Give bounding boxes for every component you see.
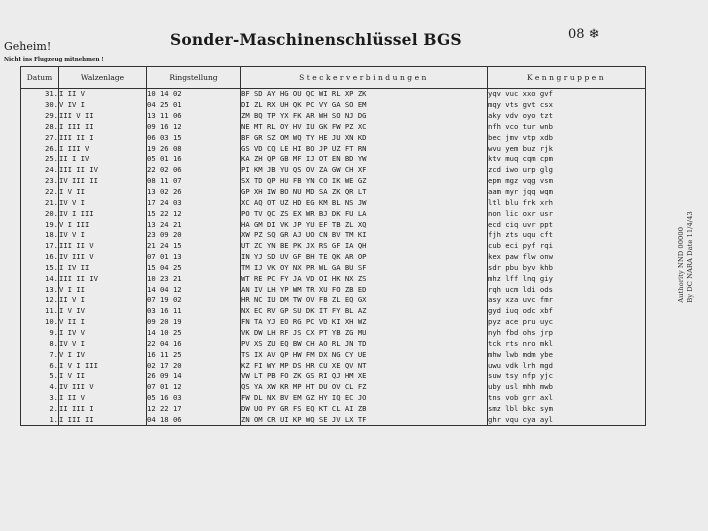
table-row (21, 187, 646, 198)
cell-ringstellung: 15 22 12 (147, 208, 241, 219)
column-header-datum: Datum (21, 67, 59, 89)
cell-ringstellung: 22 02 06 (147, 165, 241, 176)
cell-datum: 13. (21, 284, 59, 295)
cell-stecker: GS VD CQ LE HI BO JP UZ FT RN (241, 143, 488, 154)
cell-ringstellung: 17 24 03 (147, 197, 241, 208)
cell-ringstellung: 23 09 20 (147, 230, 241, 241)
cell-ringstellung: 08 11 07 (147, 176, 241, 187)
table-row (21, 111, 646, 122)
cell-kenngruppen: suw tsy nfp yjc (488, 371, 646, 382)
table-body (21, 89, 646, 426)
cell-ringstellung: 04 18 06 (147, 414, 241, 425)
cell-walzenlage: I II V (59, 393, 147, 404)
instruction-label: Nicht ins Flugzeug mitnehmen ! (4, 57, 104, 63)
cell-ringstellung: 04 25 01 (147, 100, 241, 111)
cell-kenngruppen: mhz lff lnq giy (488, 273, 646, 284)
cell-ringstellung: 07 01 12 (147, 382, 241, 393)
cell-walzenlage: I V I III (59, 360, 147, 371)
cell-datum: 23. (21, 176, 59, 187)
cell-stecker: HR NC IU DM TW OV FB ZL EQ GX (241, 295, 488, 306)
cell-stecker: KA ZH QP GB MF IJ OT EN BD YW (241, 154, 488, 165)
table-row (21, 132, 646, 143)
table-row (21, 100, 646, 111)
table-header-row (21, 67, 646, 89)
cell-ringstellung: 09 16 12 (147, 122, 241, 133)
cell-walzenlage: I III II (59, 122, 147, 133)
cell-walzenlage: IV V I (59, 230, 147, 241)
cell-datum: 15. (21, 263, 59, 274)
cell-datum: 6. (21, 360, 59, 371)
table-row (21, 382, 646, 393)
stamp-line-2: By DC NARA Date 11/4/43 (686, 211, 694, 303)
cell-walzenlage: II I IV (59, 154, 147, 165)
table-row (21, 143, 646, 154)
cell-ringstellung: 09 20 19 (147, 317, 241, 328)
cell-stecker: ZM BQ TP YX FK AR WH SO NJ DG (241, 111, 488, 122)
table-row (21, 306, 646, 317)
cell-datum: 20. (21, 208, 59, 219)
table-row (21, 317, 646, 328)
cell-datum: 28. (21, 122, 59, 133)
cell-stecker: VW LT PB FO ZK GS RI QJ HM XE (241, 371, 488, 382)
cell-datum: 4. (21, 382, 59, 393)
table-row (21, 338, 646, 349)
cell-walzenlage: I III II (59, 414, 147, 425)
cell-datum: 25. (21, 154, 59, 165)
cell-kenngruppen: smz lbl bkc sym (488, 403, 646, 414)
cell-datum: 17. (21, 241, 59, 252)
cell-datum: 8. (21, 338, 59, 349)
table-row (21, 230, 646, 241)
cell-stecker: AN IV LH YP WM TR XU FO ZB ED (241, 284, 488, 295)
cell-kenngruppen: pyz ace pru uyc (488, 317, 646, 328)
cell-stecker: PO TV QC ZS EX WR BJ DK FU LA (241, 208, 488, 219)
table-row (21, 154, 646, 165)
cell-ringstellung: 05 16 03 (147, 393, 241, 404)
cell-walzenlage: V I III (59, 219, 147, 230)
cell-stecker: XW PZ SQ GR AJ UO CN BV TM KI (241, 230, 488, 241)
cell-walzenlage: II III I (59, 403, 147, 414)
cell-stecker: UT ZC YN BE PK JX RS GF IA QH (241, 241, 488, 252)
cell-stecker: ZN OM CR UI KP WQ SE JV LX TF (241, 414, 488, 425)
cell-datum: 27. (21, 132, 59, 143)
cell-walzenlage: V II I (59, 317, 147, 328)
cell-stecker: NX EC RV GP SU DK IT FY BL AZ (241, 306, 488, 317)
table-row (21, 252, 646, 263)
page-title: Sonder-Maschinenschlüssel BGS (170, 30, 462, 49)
cell-kenngruppen: cub eci pyf rqi (488, 241, 646, 252)
cell-kenngruppen: nfh vco tur wnb (488, 122, 646, 133)
cell-kenngruppen: non lic oxr usr (488, 208, 646, 219)
cell-walzenlage: IV V I (59, 197, 147, 208)
table-row (21, 414, 646, 425)
cell-stecker: BF SD AY HG OU QC WI RL XP ZK (241, 89, 488, 100)
cell-stecker: IN YJ SD UV GF BH TE QK AR OP (241, 252, 488, 263)
cell-walzenlage: II V I (59, 295, 147, 306)
key-table (20, 66, 646, 426)
cell-stecker: TM IJ VK OY NX PR WL GA BU SF (241, 263, 488, 274)
cell-walzenlage: I V II (59, 371, 147, 382)
cell-stecker: QS YA XW KR MP HT DU OV CL FZ (241, 382, 488, 393)
cell-ringstellung: 05 01 16 (147, 154, 241, 165)
cell-datum: 9. (21, 328, 59, 339)
cell-kenngruppen: wvu yem buz rjk (488, 143, 646, 154)
cell-datum: 11. (21, 306, 59, 317)
cell-walzenlage: III II IV (59, 273, 147, 284)
cell-datum: 18. (21, 230, 59, 241)
cell-walzenlage: III V II (59, 111, 147, 122)
cell-ringstellung: 10 14 02 (147, 89, 241, 100)
cell-datum: 26. (21, 143, 59, 154)
cell-kenngruppen: ltl blu frk xrh (488, 197, 646, 208)
cell-ringstellung: 21 24 15 (147, 241, 241, 252)
table-row (21, 208, 646, 219)
cell-ringstellung: 14 10 25 (147, 328, 241, 339)
cell-stecker: PV XS ZU EQ BW CH AO RL JN TD (241, 338, 488, 349)
cell-walzenlage: III II I (59, 132, 147, 143)
cell-kenngruppen: epm mgz vqg vsm (488, 176, 646, 187)
table-row (21, 403, 646, 414)
cell-ringstellung: 22 04 16 (147, 338, 241, 349)
cell-walzenlage: IV V I (59, 338, 147, 349)
cell-kenngruppen: bec jmv vtp xdb (488, 132, 646, 143)
table-row (21, 273, 646, 284)
cell-kenngruppen: zcd iwo urp glg (488, 165, 646, 176)
cell-datum: 12. (21, 295, 59, 306)
cell-stecker: WT RE PC FY JA VD OI HK NX ZS (241, 273, 488, 284)
cell-stecker: BF GR SZ OM WQ TY HE JU XN KD (241, 132, 488, 143)
table-row (21, 349, 646, 360)
column-header-walzenlage: Walzenlage (59, 67, 147, 89)
cell-ringstellung: 14 04 12 (147, 284, 241, 295)
cell-datum: 7. (21, 349, 59, 360)
cell-stecker: TS IX AV QP HW FM DX NG CY UE (241, 349, 488, 360)
table-row (21, 263, 646, 274)
cell-walzenlage: III II V (59, 241, 147, 252)
cell-datum: 2. (21, 403, 59, 414)
cell-datum: 30. (21, 100, 59, 111)
cell-walzenlage: I IV V (59, 328, 147, 339)
cell-kenngruppen: asy xza uvc fmr (488, 295, 646, 306)
cell-ringstellung: 13 24 21 (147, 219, 241, 230)
cell-kenngruppen: ecd ciq uvr ppt (488, 219, 646, 230)
cell-stecker: GP XH IW BO NU MD SA ZK QR LT (241, 187, 488, 198)
cell-ringstellung: 02 17 20 (147, 360, 241, 371)
cell-ringstellung: 10 23 21 (147, 273, 241, 284)
cell-ringstellung: 26 09 14 (147, 371, 241, 382)
cell-walzenlage: IV III V (59, 382, 147, 393)
table-row (21, 165, 646, 176)
declassification-stamp (664, 182, 708, 332)
cell-walzenlage: IV I III (59, 208, 147, 219)
cell-walzenlage: III II IV (59, 165, 147, 176)
cell-stecker: FN TA YJ EO RG PC VD KI XH WZ (241, 317, 488, 328)
cell-kenngruppen: ktv muq cqm cpm (488, 154, 646, 165)
cell-stecker: FW DL NX BV EM GZ HY IQ EC JO (241, 393, 488, 404)
cell-kenngruppen: uwu vdk lrh mgd (488, 360, 646, 371)
cell-datum: 5. (21, 371, 59, 382)
cell-datum: 16. (21, 252, 59, 263)
cell-walzenlage: V I II (59, 284, 147, 295)
cell-datum: 29. (21, 111, 59, 122)
cell-kenngruppen: aam myr jqq wqm (488, 187, 646, 198)
cell-datum: 14. (21, 273, 59, 284)
cell-kenngruppen: rqh ucm ldi ods (488, 284, 646, 295)
column-header-ringstellung: Ringstellung (147, 67, 241, 89)
table-row (21, 241, 646, 252)
cell-stecker: VK DW LH RF JS CX PT YB ZG MU (241, 328, 488, 339)
classification-label: Geheim! (4, 40, 52, 53)
cell-datum: 24. (21, 165, 59, 176)
cell-datum: 10. (21, 317, 59, 328)
column-header-kenngruppen: Kenngruppen (488, 67, 646, 89)
cell-stecker: XC AQ OT UZ HD EG KM BL NS JW (241, 197, 488, 208)
table-row (21, 89, 646, 100)
table-row (21, 122, 646, 133)
cell-kenngruppen: sdr pbu byv khb (488, 263, 646, 274)
cell-kenngruppen: aky vdv oyo tzt (488, 111, 646, 122)
cell-walzenlage: V IV I (59, 100, 147, 111)
cell-kenngruppen: gyd iuq odc xbf (488, 306, 646, 317)
cell-stecker: KZ FI WY MP DS HR CU XE QV NT (241, 360, 488, 371)
stamp-line-1: Authority NND 00000 (677, 226, 685, 303)
cell-datum: 21. (21, 197, 59, 208)
cell-ringstellung: 16 11 25 (147, 349, 241, 360)
cell-ringstellung: 19 26 08 (147, 143, 241, 154)
cell-ringstellung: 06 03 15 (147, 132, 241, 143)
cell-stecker: SX TD QP HU FB YN CO IK WE GZ (241, 176, 488, 187)
page-number: 08 ❄ (568, 27, 600, 42)
cell-kenngruppen: ghr vqu cya ayl (488, 414, 646, 425)
table-row (21, 197, 646, 208)
cell-datum: 22. (21, 187, 59, 198)
cell-kenngruppen: tns vob grr axl (488, 393, 646, 404)
cell-walzenlage: IV III V (59, 252, 147, 263)
cell-datum: 3. (21, 393, 59, 404)
table-row (21, 176, 646, 187)
cell-walzenlage: I IV II (59, 263, 147, 274)
cell-kenngruppen: mqy vts gvt csx (488, 100, 646, 111)
cell-ringstellung: 12 22 17 (147, 403, 241, 414)
cell-walzenlage: I III V (59, 143, 147, 154)
cell-kenngruppen: mhw lwb mdm ybe (488, 349, 646, 360)
cell-walzenlage: I II V (59, 89, 147, 100)
cell-stecker: DW UO PY GR FS EQ KT CL AI ZB (241, 403, 488, 414)
cell-kenngruppen: tck rts nro mkl (488, 338, 646, 349)
cell-stecker: NE MT RL OY HV IU GK FW PZ XC (241, 122, 488, 133)
cell-stecker: DI ZL RX UH QK PC VY GA SO EM (241, 100, 488, 111)
cell-ringstellung: 13 02 26 (147, 187, 241, 198)
cell-kenngruppen: kex paw flw onw (488, 252, 646, 263)
cell-ringstellung: 15 04 25 (147, 263, 241, 274)
cell-kenngruppen: fjh zts uqu cft (488, 230, 646, 241)
cell-stecker: HA GM DI VK JP YU EF TB ZL XQ (241, 219, 488, 230)
table-row (21, 371, 646, 382)
table-row (21, 328, 646, 339)
table-row (21, 393, 646, 404)
cell-walzenlage: I V IV (59, 306, 147, 317)
cell-stecker: PI KM JB YU QS OV ZA GW CH XF (241, 165, 488, 176)
cell-ringstellung: 07 01 13 (147, 252, 241, 263)
cell-ringstellung: 13 11 06 (147, 111, 241, 122)
cell-walzenlage: V I IV (59, 349, 147, 360)
cell-datum: 19. (21, 219, 59, 230)
cell-kenngruppen: yqv vuc xxo gvf (488, 89, 646, 100)
cell-walzenlage: I V II (59, 187, 147, 198)
cell-ringstellung: 07 19 02 (147, 295, 241, 306)
table-row (21, 284, 646, 295)
table-row (21, 219, 646, 230)
table-row (21, 360, 646, 371)
cell-ringstellung: 03 16 11 (147, 306, 241, 317)
cell-kenngruppen: uby usl mhh mwb (488, 382, 646, 393)
cell-kenngruppen: nyh fbd ohs jrp (488, 328, 646, 339)
table-row (21, 295, 646, 306)
cell-walzenlage: IV III II (59, 176, 147, 187)
column-header-stecker: Steckerverbindungen (241, 67, 488, 89)
cell-datum: 31. (21, 89, 59, 100)
cell-datum: 1. (21, 414, 59, 425)
